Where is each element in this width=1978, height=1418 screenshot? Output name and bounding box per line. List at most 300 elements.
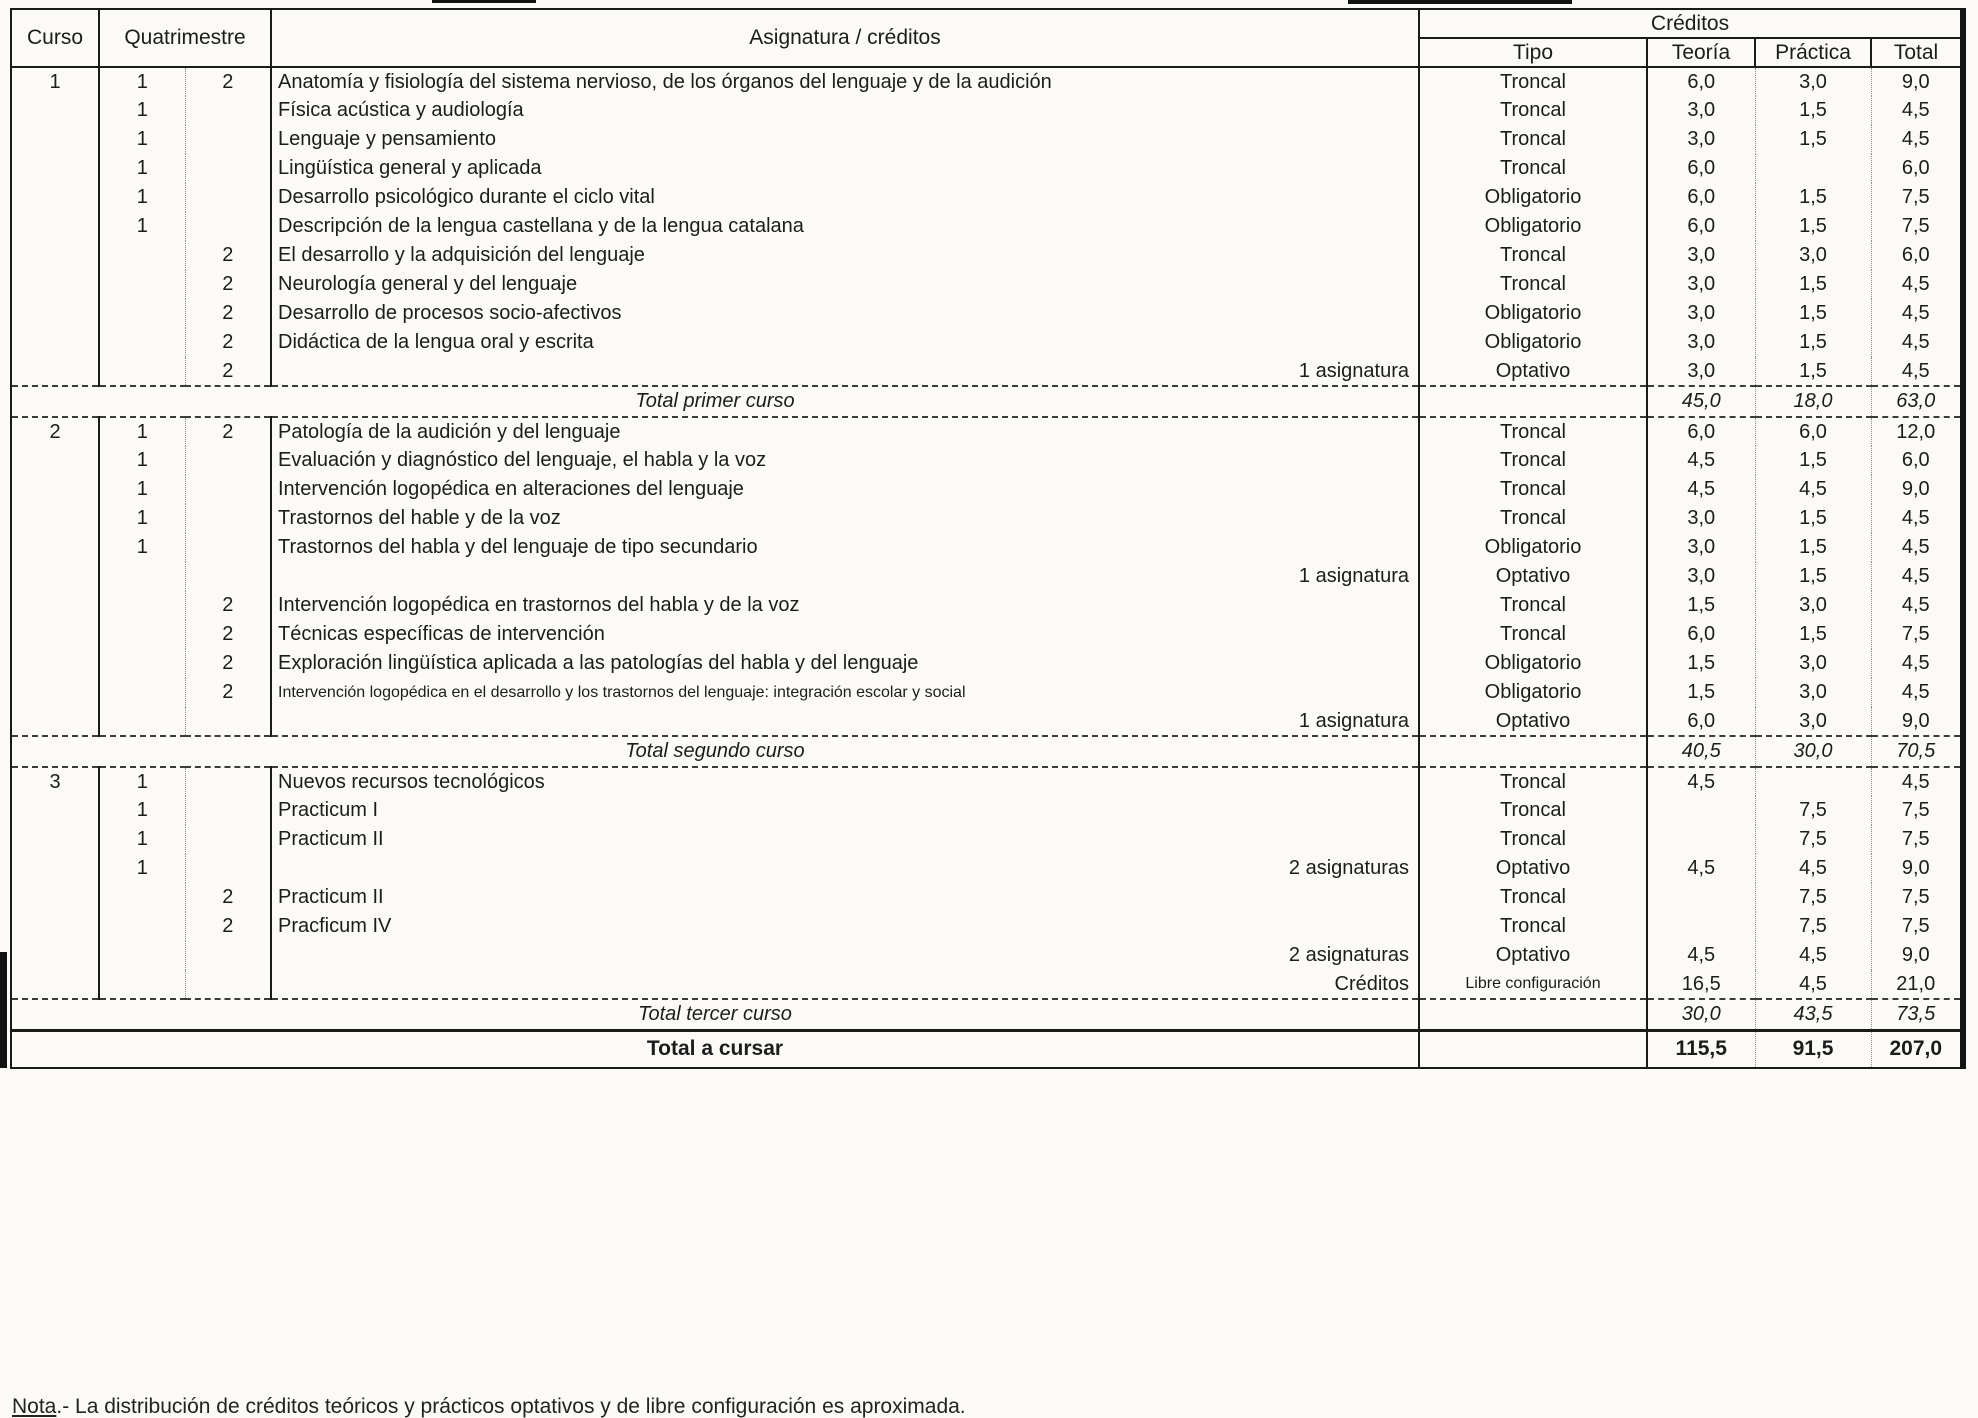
quatrimestre-1-cell: 1 (99, 417, 185, 446)
tipo-cell: Optativo (1419, 562, 1647, 591)
practica-cell: 3,0 (1755, 241, 1871, 270)
quatrimestre-1-cell (99, 328, 185, 357)
curso-cell (11, 533, 99, 562)
quatrimestre-2-cell: 2 (185, 678, 271, 707)
practica-cell: 1,5 (1755, 328, 1871, 357)
practica-cell: 1,5 (1755, 270, 1871, 299)
quatrimestre-1-cell: 1 (99, 96, 185, 125)
teoria-cell: 4,5 (1647, 941, 1755, 970)
total-cell: 4,5 (1901, 507, 1930, 529)
tipo-cell: Troncal (1419, 96, 1647, 125)
total-cell: 6,0 (1901, 449, 1930, 471)
grand-total-cell: 207,0 (1871, 1030, 1963, 1068)
quatrimestre-1-cell (99, 941, 185, 970)
total-cell: 12,0 (1896, 420, 1936, 443)
total-total-cell: 70,5 (1871, 736, 1963, 767)
quatrimestre-2-cell (185, 504, 271, 533)
quatrimestre-1-cell: 1 (99, 446, 185, 475)
total-cell: 9,0 (1901, 70, 1930, 93)
teoria-cell: 16,5 (1647, 970, 1755, 999)
total-cell: 9,0 (1901, 944, 1930, 966)
tipo-cell: Troncal (1419, 241, 1647, 270)
subject-cell: Practicum I (271, 796, 1419, 825)
quatrimestre-1-cell: 1 (99, 854, 185, 883)
quatrimestre-1-cell: 1 (99, 475, 185, 504)
total-cell: 6,0 (1901, 244, 1930, 266)
quatrimestre-2-cell (185, 533, 271, 562)
subject-row (11, 854, 1963, 883)
quatrimestre-2-cell (185, 125, 271, 154)
total-cell: 4,5 (1901, 594, 1930, 616)
quatrimestre-2-cell: 2 (185, 912, 271, 941)
subject-row (11, 67, 1963, 96)
quatrimestre-1-cell: 1 (99, 212, 185, 241)
subject-row (11, 912, 1963, 941)
teoria-cell: 3,0 (1647, 270, 1755, 299)
teoria-cell: 4,5 (1647, 767, 1755, 796)
tipo-cell: Troncal (1419, 475, 1647, 504)
practica-cell: 1,5 (1755, 183, 1871, 212)
curso-cell (11, 357, 99, 386)
curso-cell (11, 912, 99, 941)
header-tipo: Tipo (1419, 38, 1647, 67)
subject-row (11, 883, 1963, 912)
subject-cell: 2 asignaturas (271, 854, 1419, 883)
subject-cell: Intervención logopédica en el desarrollo y los trastornos del lenguaje: integración escolar y social (271, 678, 1419, 707)
teoria-cell: 6,0 (1647, 212, 1755, 241)
subject-cell: 1 asignatura (271, 357, 1419, 386)
quatrimestre-1-cell: 1 (99, 67, 185, 96)
subject-row (11, 241, 1963, 270)
subject-cell: Créditos (271, 970, 1419, 999)
tipo-cell: Libre configuración (1419, 970, 1647, 999)
grand-teoria-cell: 115,5 (1647, 1030, 1755, 1068)
tipo-cell: Troncal (1419, 883, 1647, 912)
curso-cell (11, 678, 99, 707)
subject-row (11, 620, 1963, 649)
tipo-cell: Obligatorio (1419, 299, 1647, 328)
scan-artifact-left-edge (0, 952, 7, 1068)
subject-cell: Trastornos del habla y del lenguaje de tipo secundario (271, 533, 1419, 562)
practica-cell: 7,5 (1755, 883, 1871, 912)
practica-cell: 6,0 (1755, 417, 1871, 446)
quatrimestre-2-cell: 2 (185, 649, 271, 678)
curso-cell (11, 970, 99, 999)
teoria-total-cell: 30,0 (1647, 999, 1755, 1030)
course-total-row (11, 736, 1963, 767)
table-body (11, 67, 1963, 1068)
quatrimestre-1-cell (99, 241, 185, 270)
tipo-cell: Obligatorio (1419, 533, 1647, 562)
practica-cell: 1,5 (1755, 357, 1871, 386)
total-total-cell: 63,0 (1871, 386, 1963, 417)
course-total-row (11, 386, 1963, 417)
quatrimestre-1-cell (99, 649, 185, 678)
subject-cell: Evaluación y diagnóstico del lenguaje, el habla y la voz (271, 446, 1419, 475)
curso-cell (11, 270, 99, 299)
quatrimestre-2-cell (185, 446, 271, 475)
tipo-cell: Troncal (1419, 620, 1647, 649)
total-cell: 7,5 (1901, 886, 1930, 908)
grand-practica-cell: 91,5 (1755, 1030, 1871, 1068)
subject-row (11, 328, 1963, 357)
practica-total-cell: 18,0 (1755, 386, 1871, 417)
practica-cell (1755, 154, 1871, 183)
quatrimestre-2-cell: 2 (185, 270, 271, 299)
total-cell: 4,5 (1901, 652, 1930, 674)
quatrimestre-1-cell (99, 912, 185, 941)
subject-row (11, 796, 1963, 825)
practica-cell: 7,5 (1755, 796, 1871, 825)
teoria-cell (1647, 825, 1755, 854)
subject-cell: Neurología general y del lenguaje (271, 270, 1419, 299)
quatrimestre-1-cell (99, 357, 185, 386)
teoria-cell: 4,5 (1647, 854, 1755, 883)
curso-cell (11, 825, 99, 854)
subject-row (11, 270, 1963, 299)
course-total-row (11, 999, 1963, 1030)
curso-cell (11, 475, 99, 504)
teoria-cell: 1,5 (1647, 678, 1755, 707)
quatrimestre-2-cell (185, 707, 271, 736)
total-cell: 21,0 (1896, 972, 1936, 995)
subject-cell: 2 asignaturas (271, 941, 1419, 970)
practica-total-cell: 30,0 (1755, 736, 1871, 767)
tipo-cell (1419, 386, 1647, 417)
subject-row (11, 562, 1963, 591)
tipo-cell: Troncal (1419, 912, 1647, 941)
teoria-cell: 3,0 (1647, 96, 1755, 125)
header-practica: Práctica (1755, 38, 1871, 67)
tipo-cell (1419, 736, 1647, 767)
curso-cell (11, 299, 99, 328)
total-cell: 4,5 (1901, 128, 1930, 150)
quatrimestre-1-cell: 1 (99, 796, 185, 825)
subject-cell: Pracficum IV (271, 912, 1419, 941)
header-creditos: Créditos (1419, 9, 1963, 38)
curso-cell (11, 854, 99, 883)
subject-row (11, 767, 1963, 796)
curso-cell (11, 883, 99, 912)
curso-cell (11, 796, 99, 825)
scan-artifact-top-right (1348, 0, 1572, 4)
teoria-cell: 6,0 (1647, 67, 1755, 96)
curriculum-table (10, 8, 1966, 1069)
subject-row (11, 299, 1963, 328)
practica-cell: 1,5 (1755, 96, 1871, 125)
subject-cell: Patología de la audición y del lenguaje (271, 417, 1419, 446)
tipo-cell: Troncal (1419, 67, 1647, 96)
quatrimestre-2-cell (185, 562, 271, 591)
tipo-cell: Troncal (1419, 446, 1647, 475)
teoria-cell: 3,0 (1647, 328, 1755, 357)
teoria-cell: 3,0 (1647, 357, 1755, 386)
teoria-cell: 6,0 (1647, 417, 1755, 446)
total-total-cell: 73,5 (1871, 999, 1963, 1030)
teoria-cell: 3,0 (1647, 533, 1755, 562)
tipo-cell: Troncal (1419, 417, 1647, 446)
subject-cell: Intervención logopédica en trastornos del habla y de la voz (271, 591, 1419, 620)
total-cell: 4,5 (1901, 536, 1930, 558)
header-quatrimestre: Quatrimestre (99, 9, 271, 67)
tipo-cell: Troncal (1419, 270, 1647, 299)
subject-cell: Trastornos del hable y de la voz (271, 504, 1419, 533)
quatrimestre-2-cell (185, 970, 271, 999)
tipo-cell: Obligatorio (1419, 183, 1647, 212)
subject-row (11, 475, 1963, 504)
total-cell: 4,5 (1901, 565, 1930, 587)
teoria-cell: 4,5 (1647, 475, 1755, 504)
subject-cell: Lingüística general y aplicada (271, 154, 1419, 183)
teoria-cell: 3,0 (1647, 504, 1755, 533)
curso-cell (11, 154, 99, 183)
teoria-cell: 6,0 (1647, 620, 1755, 649)
quatrimestre-1-cell (99, 620, 185, 649)
subject-row (11, 825, 1963, 854)
curso-cell (11, 328, 99, 357)
course-total-label: Total tercer curso (11, 999, 1419, 1030)
practica-cell: 4,5 (1755, 854, 1871, 883)
curso-cell (11, 707, 99, 736)
subject-cell: Practicum II (271, 825, 1419, 854)
total-cell: 7,5 (1901, 828, 1930, 850)
subject-cell: Intervención logopédica en alteraciones del lenguaje (271, 475, 1419, 504)
quatrimestre-1-cell: 1 (99, 825, 185, 854)
practica-cell: 1,5 (1755, 504, 1871, 533)
curso-cell (11, 446, 99, 475)
quatrimestre-1-cell (99, 970, 185, 999)
tipo-cell (1419, 999, 1647, 1030)
curso-cell (11, 183, 99, 212)
subject-cell: Anatomía y fisiología del sistema nervioso, de los órganos del lenguaje y de la audición (271, 67, 1419, 96)
total-cell: 4,5 (1901, 273, 1930, 295)
teoria-cell: 6,0 (1647, 154, 1755, 183)
curso-cell (11, 96, 99, 125)
quatrimestre-1-cell (99, 270, 185, 299)
subject-row (11, 678, 1963, 707)
quatrimestre-1-cell (99, 883, 185, 912)
quatrimestre-2-cell: 2 (185, 357, 271, 386)
quatrimestre-2-cell (185, 767, 271, 796)
quatrimestre-2-cell (185, 183, 271, 212)
practica-cell: 3,0 (1755, 67, 1871, 96)
practica-cell: 7,5 (1755, 912, 1871, 941)
teoria-cell: 3,0 (1647, 299, 1755, 328)
quatrimestre-1-cell (99, 299, 185, 328)
curso-cell: 3 (11, 767, 99, 796)
quatrimestre-2-cell (185, 96, 271, 125)
quatrimestre-1-cell: 1 (99, 125, 185, 154)
practica-cell: 1,5 (1755, 620, 1871, 649)
teoria-total-cell: 45,0 (1647, 386, 1755, 417)
course-total-label: Total primer curso (11, 386, 1419, 417)
course-total-label: Total segundo curso (11, 736, 1419, 767)
header-row-1 (11, 9, 1963, 38)
subject-row (11, 357, 1963, 386)
quatrimestre-1-cell: 1 (99, 154, 185, 183)
subject-row (11, 970, 1963, 999)
subject-row (11, 154, 1963, 183)
quatrimestre-2-cell (185, 825, 271, 854)
subject-cell: Descripción de la lengua castellana y de la lengua catalana (271, 212, 1419, 241)
quatrimestre-2-cell: 2 (185, 591, 271, 620)
teoria-cell: 1,5 (1647, 591, 1755, 620)
practica-cell: 1,5 (1755, 125, 1871, 154)
subject-row (11, 125, 1963, 154)
quatrimestre-2-cell (185, 212, 271, 241)
total-cell: 4,5 (1901, 302, 1930, 324)
quatrimestre-1-cell (99, 707, 185, 736)
total-cell: 7,5 (1901, 623, 1930, 645)
tipo-cell: Troncal (1419, 125, 1647, 154)
quatrimestre-1-cell: 1 (99, 767, 185, 796)
quatrimestre-1-cell: 1 (99, 533, 185, 562)
practica-cell: 3,0 (1755, 649, 1871, 678)
curso-cell (11, 649, 99, 678)
curso-cell (11, 125, 99, 154)
scan-artifact-top-left (432, 0, 536, 3)
subject-cell: Física acústica y audiología (271, 96, 1419, 125)
teoria-cell: 3,0 (1647, 241, 1755, 270)
curso-cell (11, 212, 99, 241)
subject-cell: Nuevos recursos tecnológicos (271, 767, 1419, 796)
practica-cell: 1,5 (1755, 212, 1871, 241)
subject-row (11, 212, 1963, 241)
practica-cell: 1,5 (1755, 446, 1871, 475)
practica-cell: 4,5 (1755, 475, 1871, 504)
teoria-cell: 3,0 (1647, 125, 1755, 154)
practica-cell: 3,0 (1755, 591, 1871, 620)
curso-cell (11, 241, 99, 270)
total-cell: 9,0 (1901, 709, 1930, 732)
subject-row (11, 707, 1963, 736)
footnote-label: Nota (12, 1395, 57, 1418)
subject-row (11, 417, 1963, 446)
total-cell: 7,5 (1901, 186, 1930, 208)
total-cell: 7,5 (1901, 215, 1930, 237)
teoria-cell: 3,0 (1647, 562, 1755, 591)
subject-row (11, 96, 1963, 125)
curso-cell (11, 562, 99, 591)
curso-cell (11, 591, 99, 620)
subject-cell: 1 asignatura (271, 562, 1419, 591)
total-cell: 6,0 (1901, 157, 1930, 179)
total-cell: 7,5 (1901, 915, 1930, 937)
total-cell: 9,0 (1901, 857, 1930, 879)
practica-cell: 4,5 (1755, 970, 1871, 999)
quatrimestre-2-cell: 2 (185, 883, 271, 912)
practica-total-cell: 43,5 (1755, 999, 1871, 1030)
subject-row (11, 941, 1963, 970)
tipo-cell: Obligatorio (1419, 678, 1647, 707)
curso-cell (11, 620, 99, 649)
quatrimestre-2-cell: 2 (185, 67, 271, 96)
total-cell: 4,5 (1901, 681, 1930, 703)
practica-cell: 3,0 (1755, 707, 1871, 736)
tipo-cell: Optativo (1419, 707, 1647, 736)
quatrimestre-1-cell: 1 (99, 183, 185, 212)
table-header (11, 9, 1963, 67)
quatrimestre-2-cell: 2 (185, 299, 271, 328)
quatrimestre-2-cell: 2 (185, 417, 271, 446)
teoria-cell: 4,5 (1647, 446, 1755, 475)
grand-total-label: Total a cursar (11, 1030, 1419, 1068)
total-cell: 4,5 (1901, 99, 1930, 121)
total-cell: 9,0 (1901, 478, 1930, 500)
tipo-cell: Optativo (1419, 357, 1647, 386)
teoria-cell (1647, 883, 1755, 912)
subject-cell: Practicum II (271, 883, 1419, 912)
subject-row (11, 533, 1963, 562)
quatrimestre-1-cell (99, 591, 185, 620)
subject-cell: 1 asignatura (271, 707, 1419, 736)
header-curso: Curso (11, 9, 99, 67)
curso-cell (11, 504, 99, 533)
header-total: Total (1871, 38, 1963, 67)
footnote (12, 1395, 966, 1418)
subject-cell: Exploración lingüística aplicada a las patologías del habla y del lenguaje (271, 649, 1419, 678)
teoria-total-cell: 40,5 (1647, 736, 1755, 767)
total-cell: 4,5 (1901, 770, 1930, 793)
quatrimestre-1-cell (99, 562, 185, 591)
practica-cell: 1,5 (1755, 533, 1871, 562)
tipo-cell: Optativo (1419, 941, 1647, 970)
quatrimestre-2-cell (185, 475, 271, 504)
tipo-cell: Troncal (1419, 591, 1647, 620)
quatrimestre-2-cell (185, 941, 271, 970)
subject-row (11, 649, 1963, 678)
subject-row (11, 183, 1963, 212)
subject-row (11, 591, 1963, 620)
practica-cell (1755, 767, 1871, 796)
quatrimestre-2-cell: 2 (185, 241, 271, 270)
footnote-text: .- La distribución de créditos teóricos y prácticos optativos y de libre configuración es aproximada. (56, 1395, 966, 1418)
tipo-cell: Obligatorio (1419, 212, 1647, 241)
quatrimestre-2-cell (185, 796, 271, 825)
subject-cell: Desarrollo psicológico durante el ciclo vital (271, 183, 1419, 212)
tipo-cell: Obligatorio (1419, 328, 1647, 357)
quatrimestre-2-cell: 2 (185, 620, 271, 649)
header-teoria: Teoría (1647, 38, 1755, 67)
tipo-cell: Troncal (1419, 154, 1647, 183)
tipo-cell: Troncal (1419, 825, 1647, 854)
subject-cell: Lenguaje y pensamiento (271, 125, 1419, 154)
subject-row (11, 504, 1963, 533)
practica-cell: 1,5 (1755, 562, 1871, 591)
grand-total-row (11, 1030, 1963, 1068)
subject-cell: Desarrollo de procesos socio-afectivos (271, 299, 1419, 328)
subject-cell: Didáctica de la lengua oral y escrita (271, 328, 1419, 357)
total-cell: 4,5 (1901, 331, 1930, 353)
practica-cell: 7,5 (1755, 825, 1871, 854)
teoria-cell: 1,5 (1647, 649, 1755, 678)
header-asignatura: Asignatura / créditos (271, 9, 1419, 67)
curso-cell: 1 (11, 67, 99, 96)
curso-cell (11, 941, 99, 970)
tipo-cell: Troncal (1419, 796, 1647, 825)
teoria-cell (1647, 796, 1755, 825)
subject-cell: El desarrollo y la adquisición del lenguaje (271, 241, 1419, 270)
practica-cell: 1,5 (1755, 299, 1871, 328)
teoria-cell (1647, 912, 1755, 941)
quatrimestre-2-cell (185, 154, 271, 183)
tipo-cell: Troncal (1419, 767, 1647, 796)
quatrimestre-2-cell: 2 (185, 328, 271, 357)
total-cell: 7,5 (1901, 799, 1930, 821)
total-cell: 4,5 (1901, 359, 1930, 382)
practica-cell: 3,0 (1755, 678, 1871, 707)
teoria-cell: 6,0 (1647, 183, 1755, 212)
